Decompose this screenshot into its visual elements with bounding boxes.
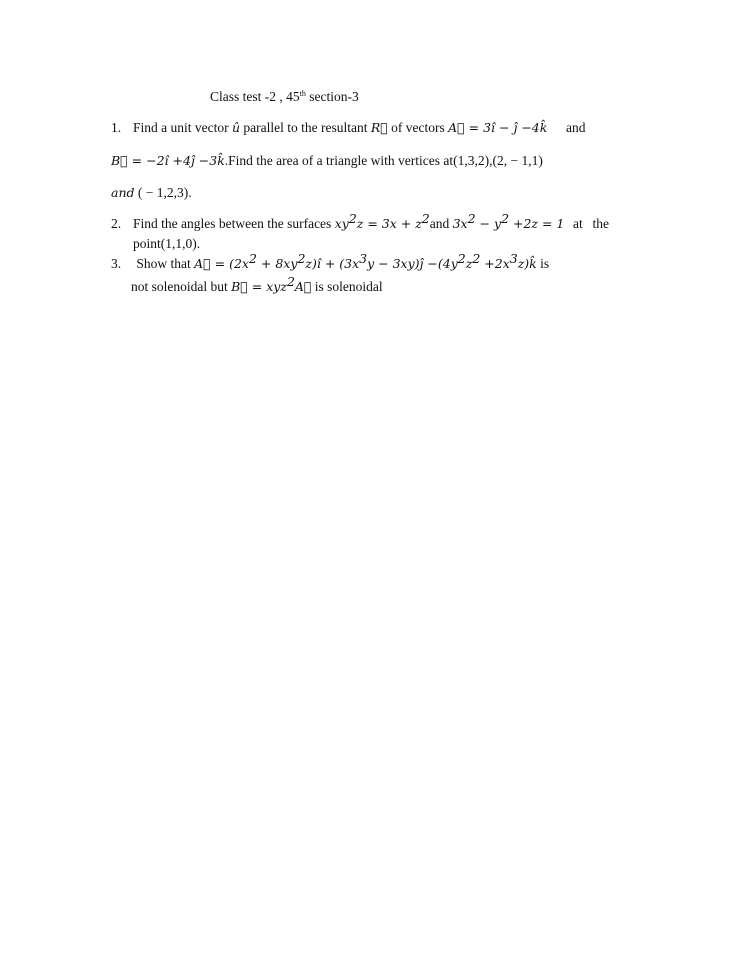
q3-a-lhs: A⃗ =	[194, 256, 230, 271]
q3-term-2a: (3x	[339, 256, 360, 271]
q1-text-2: parallel to the resultant	[240, 120, 371, 135]
q3-term-3-exp-2: 2	[472, 251, 481, 266]
question-1-number: 1.	[111, 120, 122, 135]
q3-term-1-exp: 2	[248, 251, 257, 266]
q1-vertex-3: ( − 1,2,3)	[134, 185, 189, 200]
question-1-and: and	[566, 120, 586, 135]
q3-term-3-exp: 2	[457, 251, 466, 266]
q3-term-1c: z)î	[305, 256, 321, 271]
q2-text-1: Find the angles between the surfaces	[133, 216, 335, 231]
q2-text-2: and	[429, 216, 453, 231]
q1-period: .	[188, 185, 192, 200]
q1-text-1: Find a unit vector	[133, 120, 232, 135]
question-1-line-1	[111, 120, 547, 136]
q1-vertices-1-2: (1,3,2),(2, − 1,1)	[453, 153, 543, 168]
title-prefix: Class test -2 , 45	[210, 89, 300, 104]
q3-term-3-exp-3: 3	[509, 251, 518, 266]
q3-term-3d: z)k̂	[517, 256, 537, 271]
q2-the-word: the	[592, 216, 609, 231]
q3-term-2b: y − 3xy)ĵ	[367, 256, 424, 271]
q3-text-1: Show that	[133, 256, 195, 271]
surface-2-exp-1: 2	[467, 211, 476, 226]
surface-2-part-c: +2z = 1	[509, 216, 565, 231]
surface-2-part-a: 3x	[452, 216, 468, 231]
q3-minus: −	[423, 256, 438, 271]
page-title	[210, 89, 359, 105]
resultant-vector-symbol: R⃗	[370, 120, 388, 135]
question-1-line-3	[111, 185, 192, 201]
q1-and-word: and	[111, 185, 135, 200]
title-suffix: section-3	[305, 89, 359, 104]
q3-term-1b: + 8xy	[256, 256, 298, 271]
surface-2-exp-2: 2	[501, 211, 510, 226]
q3-b-exp: 2	[286, 274, 295, 289]
q3-b-rhs: A⃗	[294, 279, 312, 294]
q1-text-4: .Find the area of a triangle with vertices at	[224, 153, 454, 168]
question-2-number: 2.	[111, 216, 122, 231]
unit-vector-symbol: û	[231, 120, 241, 135]
question-3-number: 3.	[111, 256, 122, 271]
q3-term-3b: z	[465, 256, 473, 271]
q2-at-word: at	[573, 216, 583, 231]
question-3-line-1	[111, 251, 550, 272]
q3-term-1-exp-2: 2	[297, 251, 306, 266]
title-superscript: th	[299, 89, 306, 98]
question-2-line-2: point(1,1,0).	[133, 236, 201, 251]
question-2-at-the	[573, 216, 609, 232]
surface-1-exp-1: 2	[348, 211, 357, 226]
question-2-line-1	[111, 211, 565, 232]
q1-text-3: of vectors	[387, 120, 449, 135]
q3-is-word: is	[536, 256, 550, 271]
q3-text-3: is solenoidal	[311, 279, 383, 294]
q3-term-3c: +2x	[480, 256, 510, 271]
q3-term-1a: (2x	[229, 256, 249, 271]
q3-b-lhs: B⃗ = xyz	[231, 279, 287, 294]
question-3-line-2	[131, 274, 383, 295]
q3-text-2: not solenoidal but	[131, 279, 232, 294]
q3-term-2-exp: 3	[359, 251, 368, 266]
vector-a-expression: A⃗ = 3î − ĵ −4k̂	[448, 120, 548, 135]
q3-term-3a: (4y	[437, 256, 458, 271]
question-1-line-2	[111, 153, 543, 169]
surface-1-part-a: xy	[334, 216, 349, 231]
q3-plus: +	[320, 256, 340, 271]
surface-1-part-b: z = 3x + z	[356, 216, 422, 231]
surface-1-exp-2: 2	[421, 211, 430, 226]
surface-2-part-b: − y	[475, 216, 502, 231]
vector-b-expression: B⃗ = −2î +4ĵ −3k̂	[111, 153, 225, 168]
